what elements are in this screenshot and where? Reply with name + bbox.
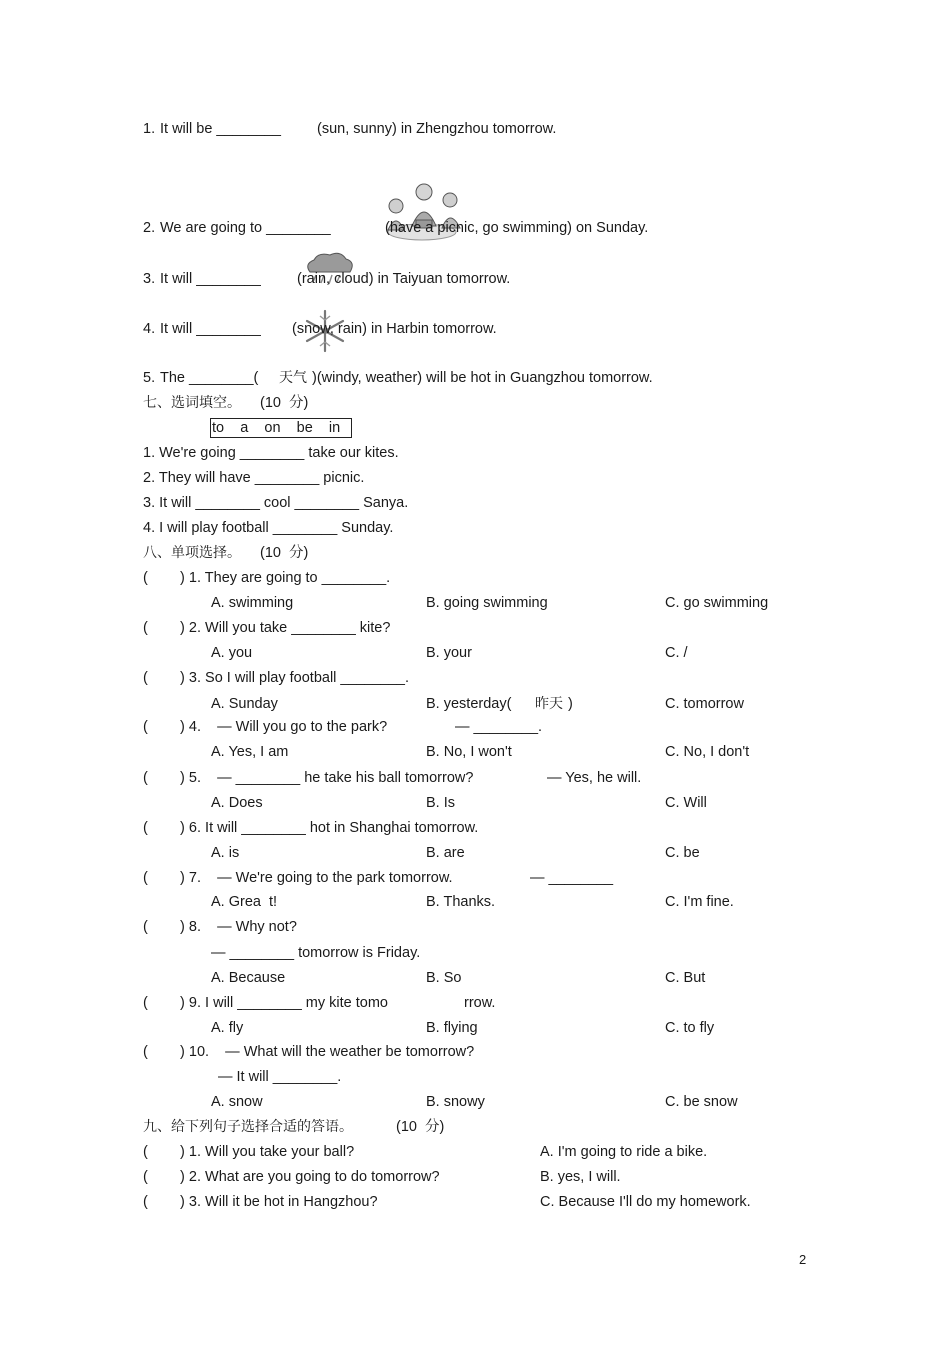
option-a: A. Sunday: [211, 696, 278, 712]
option-b: B. your: [426, 645, 472, 661]
option-c: C. No, I don't: [665, 744, 750, 760]
option-a: A. Does: [211, 795, 263, 811]
question-stem: ( ) 1. They are going to ________.: [143, 570, 391, 586]
option-b-chinese: 昨天: [535, 696, 563, 712]
option-b: B. yesterday(: [426, 696, 512, 712]
question-answer-prompt: — Yes, he will.: [547, 770, 642, 786]
item-number: 3.: [143, 271, 156, 287]
item-options: (rain, cloud) in Taiyuan tomorrow.: [297, 271, 511, 287]
page-number: 2: [799, 1252, 807, 1267]
option-b: B. Thanks.: [426, 894, 496, 910]
match-question: ( ) 2. What are you going to do tomorrow?: [143, 1169, 440, 1185]
question-answer-prompt: — ________: [530, 870, 614, 886]
section8-score: (10 分): [260, 545, 309, 561]
item-text: The ________(: [160, 370, 259, 386]
option-a: A. fly: [211, 1020, 244, 1036]
word-bank: to a on be in: [210, 418, 352, 438]
question-stem: ( ) 8. — Why not?: [143, 919, 297, 935]
option-b: B. snowy: [426, 1094, 485, 1110]
question-extra-line: — ________ tomorrow is Friday.: [211, 945, 421, 961]
match-answer: C. Because I'll do my homework.: [540, 1194, 751, 1210]
option-a: A. swimming: [211, 595, 294, 611]
question-stem: ( ) 4. — Will you go to the park?: [143, 719, 388, 735]
option-b-end: ): [568, 696, 573, 712]
option-a: A. Because: [211, 970, 286, 986]
section9-title: 九、给下列句子选择合适的答语。: [143, 1119, 353, 1135]
option-c: C. I'm fine.: [665, 894, 734, 910]
item-text: It will ________: [160, 321, 261, 337]
list-item: 3. It will ________ cool ________ Sanya.: [143, 495, 409, 511]
item-number: 4.: [143, 321, 156, 337]
match-answer: B. yes, I will.: [540, 1169, 621, 1185]
item-number: 5.: [143, 370, 156, 386]
question-extra-line: — It will ________.: [218, 1069, 342, 1085]
item-options: (sun, sunny) in Zhengzhou tomorrow.: [317, 121, 557, 137]
match-answer: A. I'm going to ride a bike.: [540, 1144, 708, 1160]
option-c: C. be snow: [665, 1094, 738, 1110]
option-c: C. But: [665, 970, 706, 986]
question-stem: ( ) 2. Will you take ________ kite?: [143, 620, 391, 636]
question-stem: ( ) 6. It will ________ hot in Shanghai tomorrow.: [143, 820, 479, 836]
item-text: It will be ________: [160, 121, 281, 137]
option-a: A. Yes, I am: [211, 744, 289, 760]
section7-title: 七、选词填空。: [143, 395, 241, 411]
option-b: B. Is: [426, 795, 456, 811]
option-c: C. be: [665, 845, 700, 861]
question-stem-end: rrow.: [464, 995, 496, 1011]
question-stem: ( ) 10. — What will the weather be tomorrow?: [143, 1044, 475, 1060]
option-a: A. Grea t!: [211, 894, 278, 910]
item-text: We are going to ________: [160, 220, 331, 236]
question-stem: ( ) 5. — ________ he take his ball tomorrow?: [143, 770, 474, 786]
question-stem: ( ) 9. I will ________ my kite tomo: [143, 995, 388, 1011]
option-a: A. is: [211, 845, 240, 861]
option-b: B. flying: [426, 1020, 478, 1036]
option-b: B. So: [426, 970, 462, 986]
option-c: C. tomorrow: [665, 696, 744, 712]
list-item: 4. I will play football ________ Sunday.: [143, 520, 394, 536]
list-item: 2. They will have ________ picnic.: [143, 470, 365, 486]
section9-score: (10 分): [396, 1119, 445, 1135]
list-item: 1. We're going ________ take our kites.: [143, 445, 399, 461]
section8-title: 八、单项选择。: [143, 545, 241, 561]
match-question: ( ) 1. Will you take your ball?: [143, 1144, 355, 1160]
section7-score: (10 分): [260, 395, 309, 411]
option-a: A. snow: [211, 1094, 263, 1110]
option-c: C. go swimming: [665, 595, 769, 611]
item-text: It will ________: [160, 271, 261, 287]
option-c: C. to fly: [665, 1020, 715, 1036]
option-c: C. Will: [665, 795, 707, 811]
option-c: C. /: [665, 645, 688, 661]
option-b: B. going swimming: [426, 595, 548, 611]
question-stem: ( ) 3. So I will play football ________.: [143, 670, 409, 686]
item-chinese-hint: 天气: [279, 370, 307, 386]
question-answer-prompt: — ________.: [455, 719, 543, 735]
item-options: (snow, rain) in Harbin tomorrow.: [292, 321, 497, 337]
item-options: )(windy, weather) will be hot in Guangzhou tomorrow.: [312, 370, 653, 386]
option-b: B. are: [426, 845, 465, 861]
question-stem: ( ) 7. — We're going to the park tomorrow.: [143, 870, 453, 886]
option-a: A. you: [211, 645, 253, 661]
item-number: 2.: [143, 220, 156, 236]
match-question: ( ) 3. Will it be hot in Hangzhou?: [143, 1194, 378, 1210]
item-number: 1.: [143, 121, 156, 137]
item-options: (have a picnic, go swimming) on Sunday.: [385, 220, 649, 236]
option-b: B. No, I won't: [426, 744, 512, 760]
